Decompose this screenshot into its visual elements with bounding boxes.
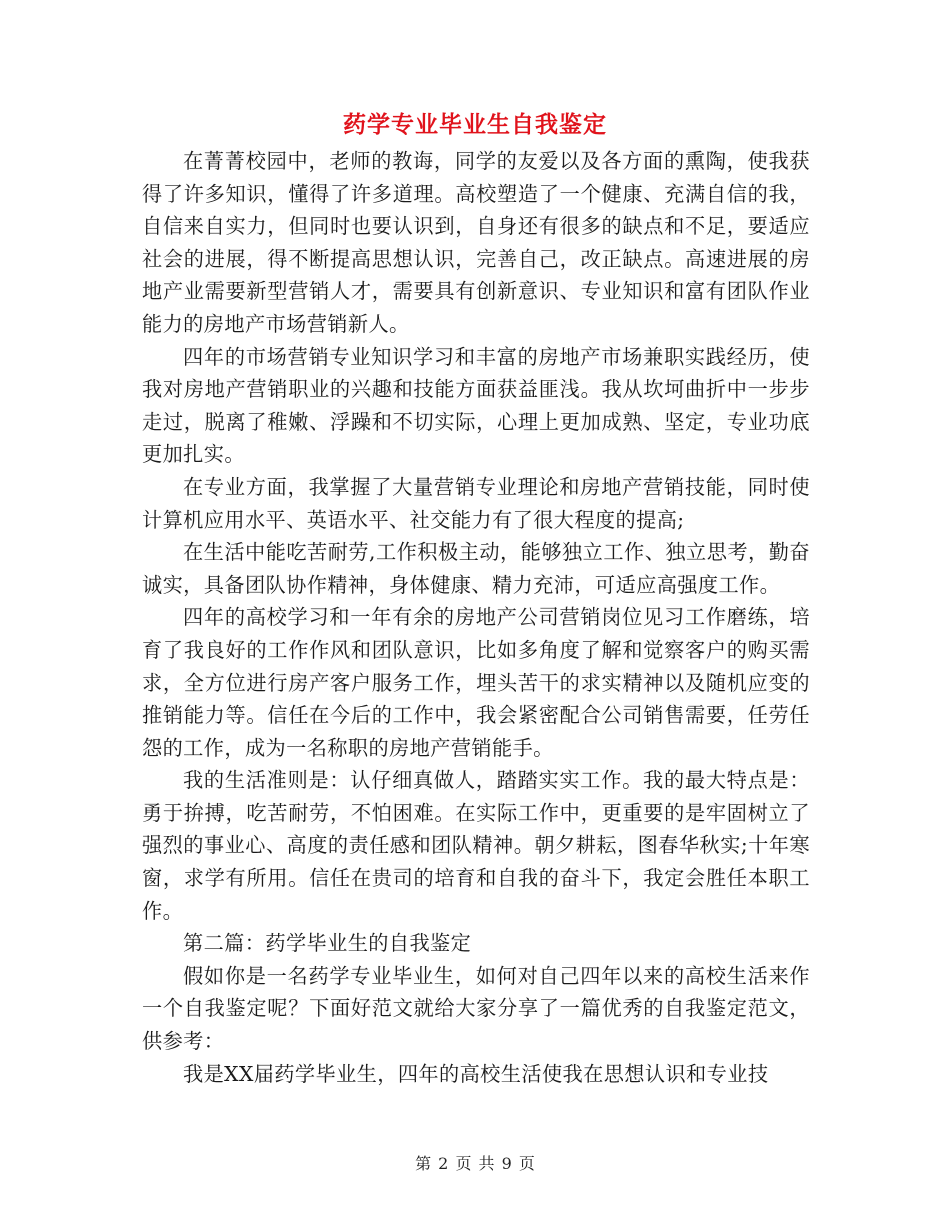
page-number-footer: 第 2 页 共 9 页 [415,1154,535,1173]
paragraph-life: 在生活中能吃苦耐劳,工作积极主动，能够独立工作、独立思考，勤奋诚实，具备团队协作精神，身体健康、精力充沛，可适应高强度工作。 [142,540,810,597]
paragraph-professional: 在专业方面，我掌握了大量营销专业理论和房地产营销技能，同时使计算机应用水平、英语水平、社交能力有了很大程度的提高; [142,474,810,532]
paragraph-intro: 在菁菁校园中，老师的教诲，同学的友爱以及各方面的熏陶，使我获得了许多知识，懂得了许多道理。高校塑造了一个健康、充满自信的我，自信来自实力，但同时也要认识到，自身还有很多的缺点和不足，要适应社会的进展，得不断提高思想认识，完善自己，改正缺点。高速进展的房地产业需要新型营销人才，需要具有创新意识、专业知识和富有团队作业能力的房地产市场营销新人。 [142,149,810,336]
document-body [142,145,810,1090]
paragraph-study-experience: 四年的市场营销专业知识学习和丰富的房地产市场兼职实践经历，使我对房地产营销职业的兴趣和技能方面获益匪浅。我从坎坷曲折中一步步走过，脱离了稚嫩、浮躁和不切实际，心理上更加成熟、坚定，专业功底更加扎实。 [142,344,810,467]
paragraph-principles: 我的生活准则是：认仔细真做人，踏踏实实工作。我的最大特点是：勇于拚搏，吃苦耐劳，不怕困难。在实际工作中，更重要的是牢固树立了强烈的事业心、高度的责任感和团队精神。朝夕耕耘，图春华秋实;十年寒窗，求学有所用。信任在贵司的培育和自我的奋斗下，我定会胜任本职工作。 [142,768,810,923]
paragraph-part-two-start: 我是XX届药学毕业生，四年的高校生活使我在思想认识和专业技 [183,1061,769,1086]
document-title: 药学专业毕业生自我鉴定 [343,112,607,138]
paragraph-part-two-intro: 假如你是一名药学专业毕业生，如何对自己四年以来的高校生活来作一个自我鉴定呢？下面好范文就给大家分享了一篇优秀的自我鉴定范文，供参考： [142,963,810,1054]
paragraph-internship: 四年的高校学习和一年有余的房地产公司营销岗位见习工作磨练，培育了我良好的工作作风和团队意识，比如多角度了解和觉察客户的购买需求，全方位进行房产客户服务工作，埋头苦干的求实精神以及随机应变的推销能力等。信任在今后的工作中，我会紧密配合公司销售需要，任劳任怨的工作，成为一名称职的房地产营销能手。 [142,605,810,760]
section-heading-part-two: 第二篇：药学毕业生的自我鉴定 [183,931,472,956]
